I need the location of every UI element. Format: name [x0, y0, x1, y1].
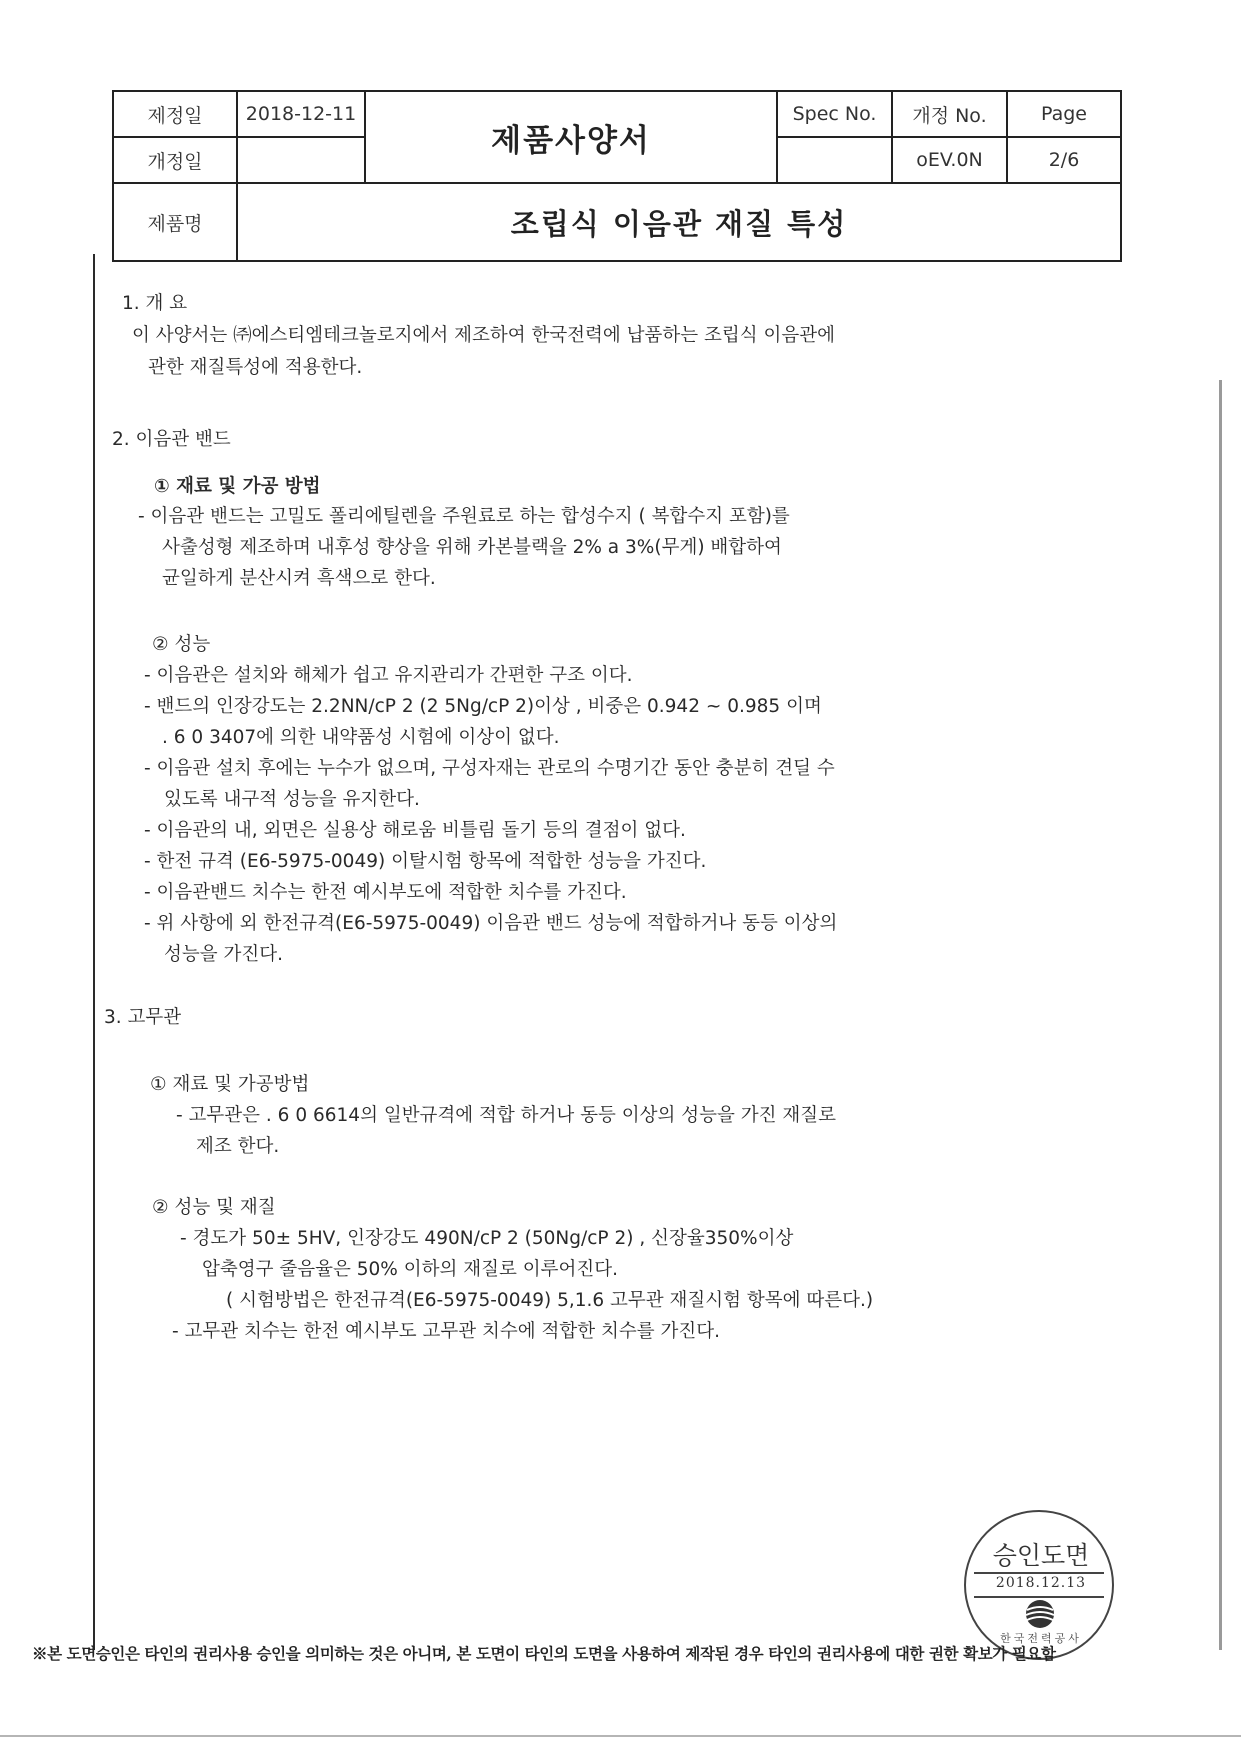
- section-2-heading: 2. 이음관 밴드: [112, 429, 231, 450]
- page-left-border: [93, 254, 95, 1650]
- page-right-border: [1219, 380, 1222, 1650]
- page-number: 2/6: [1007, 137, 1121, 183]
- stamp-divider-top: [974, 1572, 1104, 1574]
- revision-no-value: oEV.0N: [892, 137, 1007, 183]
- section-2-sub-2-line-3: . 6 0 3407에 의한 내약품성 시험에 이상이 없다.: [162, 727, 560, 748]
- footer-notice: ※본 도면승인은 타인의 권리사용 승인을 의미하는 것은 아니며, 본 도면이 타인의 도면을 사용하여 제작된 경우 타인의 권리사용에 대한 권한 확보가 필요함: [32, 1644, 1056, 1663]
- section-3-sub-2-heading: ② 성능 및 재질: [152, 1197, 276, 1218]
- enact-date-label: 제정일: [113, 91, 237, 137]
- section-1-line-1: 이 사양서는 ㈜에스티엠테크놀로지에서 제조하여 한국전력에 납품하는 조립식 이음관에: [132, 325, 836, 346]
- section-2-sub-2-line-5: 있도록 내구적 성능을 유지한다.: [164, 789, 420, 810]
- section-2-sub-1-line-2: 사출성형 제조하며 내후성 향상을 위해 카본블랙을 2% a 3%(무게) 배합하여: [162, 537, 782, 558]
- revise-date-label: 개정일: [113, 137, 237, 183]
- header-table: [112, 90, 1122, 262]
- section-3-sub-2-line-3: ( 시험방법은 한전규격(E6-5975-0049) 5,1.6 고무관 재질시험 항목에 따른다.): [226, 1290, 874, 1311]
- section-1-line-2: 관한 재질특성에 적용한다.: [148, 357, 363, 378]
- section-3-sub-1-line-2: 제조 한다.: [196, 1136, 280, 1157]
- section-2-sub-2-line-9: - 위 사항에 외 한전규격(E6-5975-0049) 이음관 밴드 성능에 적합하거나 동등 이상의: [144, 913, 838, 934]
- section-2-sub-1-line-3: 균일하게 분산시켜 흑색으로 한다.: [162, 568, 436, 589]
- section-2-sub-2-line-2: - 밴드의 인장강도는 2.2NN/cP 2 (2 5Ng/cP 2)이상 , 비중은 0.942 ~ 0.985 이며: [144, 696, 822, 717]
- section-2-sub-2-line-6: - 이음관의 내, 외면은 실용상 해로움 비틀림 돌기 등의 결점이 없다.: [144, 820, 686, 841]
- section-2-sub-2-line-4: - 이음관 설치 후에는 누수가 없으며, 구성자재는 관로의 수명기간 동안 충분히 견딜 수: [144, 758, 835, 779]
- section-3-sub-2-line-2: 압축영구 줄음율은 50% 이하의 재질로 이루어진다.: [202, 1259, 618, 1280]
- section-2-sub-1-line-1: - 이음관 밴드는 고밀도 폴리에틸렌을 주원료로 하는 합성수지 ( 복합수지 포함)를: [138, 506, 790, 527]
- section-2-sub-2-line-1: - 이음관은 설치와 해체가 쉽고 유지관리가 간편한 구조 이다.: [144, 665, 633, 686]
- section-3-sub-2-line-4: - 고무관 치수는 한전 예시부도 고무관 치수에 적합한 치수를 가진다.: [172, 1321, 721, 1342]
- stamp-organization: 한국전력공사: [1000, 1632, 1082, 1645]
- document-title: 제품사양서: [365, 91, 777, 183]
- spec-no-label: Spec No.: [777, 91, 892, 137]
- section-3-heading: 3. 고무관: [104, 1007, 182, 1028]
- stamp-date: 2018.12.13: [995, 1575, 1087, 1591]
- kepco-logo-icon: [1018, 1598, 1062, 1630]
- scan-bottom-edge: [0, 1735, 1241, 1737]
- section-2-sub-2-line-8: - 이음관밴드 치수는 한전 예시부도에 적합한 치수를 가진다.: [144, 882, 627, 903]
- approval-stamp: [964, 1510, 1114, 1660]
- stamp-title: 승인도면: [992, 1541, 1090, 1570]
- section-2-sub-2-heading: ② 성능: [152, 634, 211, 655]
- product-name-label: 제품명: [113, 183, 237, 261]
- section-2-sub-1-heading: ① 재료 및 가공 방법: [154, 476, 321, 497]
- product-name: 조립식 이음관 재질 특성: [237, 183, 1121, 261]
- section-3-sub-1-heading: ① 재료 및 가공방법: [150, 1074, 310, 1095]
- spec-no-value: [777, 137, 892, 183]
- section-2-sub-2-line-7: - 한전 규격 (E6-5975-0049) 이탈시험 항목에 적합한 성능을 가진다.: [144, 851, 707, 872]
- section-3-sub-2-line-1: - 경도가 50± 5HV, 인장강도 490N/cP 2 (50Ng/cP 2) , 신장율350%이상: [180, 1228, 794, 1249]
- page-label: Page: [1007, 91, 1121, 137]
- revise-date-value: [237, 137, 365, 183]
- section-3-sub-1-line-1: - 고무관은 . 6 0 6614의 일반규격에 적합 하거나 동등 이상의 성능을 가진 재질로: [176, 1105, 837, 1126]
- enact-date-value: 2018-12-11: [237, 91, 365, 137]
- revision-no-label: 개정 No.: [892, 91, 1007, 137]
- section-1-heading: 1. 개 요: [122, 293, 188, 314]
- section-2-sub-2-line-10: 성능을 가진다.: [164, 944, 283, 965]
